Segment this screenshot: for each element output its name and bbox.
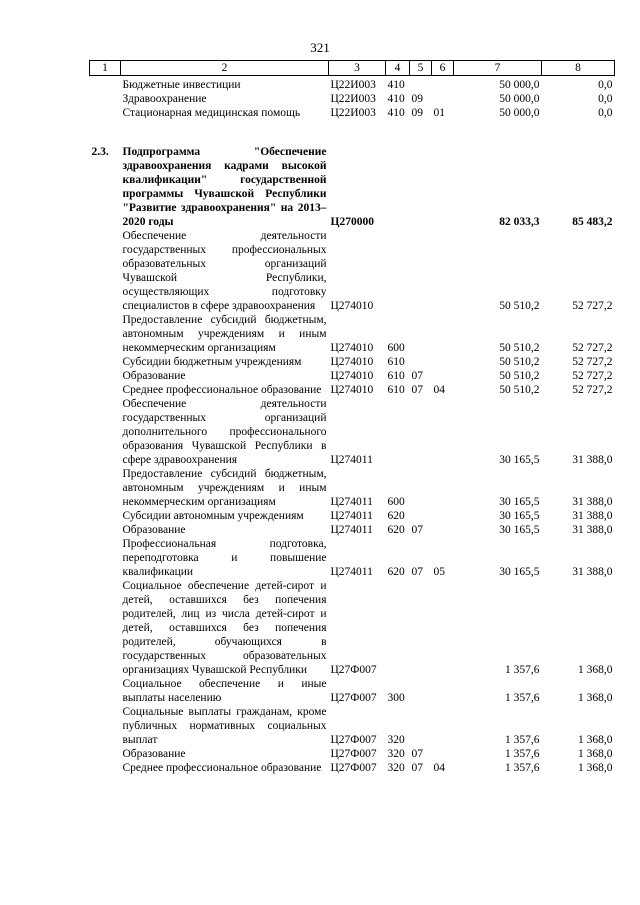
expense-type-code: 620: [387, 566, 405, 578]
row-number: [90, 92, 121, 106]
column-header: 1: [90, 61, 121, 76]
subsection-code: [432, 76, 454, 93]
expense-type-code: 410: [387, 107, 405, 119]
table-row: [90, 705, 615, 747]
amount-year-2: 31 388,0: [572, 510, 613, 522]
amount-year-1: 50 510,2: [499, 370, 540, 382]
row-number: [90, 467, 121, 509]
row-name: Среднее профессиональное образование: [122, 384, 322, 396]
section-code: 09: [411, 107, 423, 119]
row-name: Образование: [122, 370, 186, 382]
table-row: [90, 467, 615, 509]
table-row: [90, 313, 615, 355]
row-number: [90, 523, 121, 537]
section-code: [410, 355, 432, 369]
amount-year-1: 30 165,5: [499, 566, 540, 578]
amount-year-2: 0,0: [598, 107, 613, 119]
subsection-code: [432, 369, 454, 383]
row-name: Образование: [122, 524, 186, 536]
table-row: [90, 677, 615, 705]
subsection-code: 04: [433, 384, 445, 396]
budget-table: [89, 60, 615, 775]
row-name: Предоставление субсидий бюджетным, автономным учреждениям и иным некоммерческим организациям: [122, 314, 327, 354]
amount-year-2: 85 483,2: [572, 216, 613, 228]
expense-type-code: [386, 579, 410, 677]
amount-year-2: 31 388,0: [572, 496, 613, 508]
amount-year-2: 1 368,0: [578, 692, 613, 704]
section-code: [410, 313, 432, 355]
section-code: 07: [411, 566, 423, 578]
row-number: [90, 369, 121, 383]
section-code: 07: [411, 370, 423, 382]
target-article-code: Ц27Ф007: [330, 748, 377, 760]
amount-year-1: 30 165,5: [499, 510, 540, 522]
section-code: [410, 467, 432, 509]
amount-year-1: 30 165,5: [499, 454, 540, 466]
row-name: Субсидии бюджетным учреждениям: [122, 356, 302, 368]
table-row: [90, 92, 615, 106]
amount-year-1: 1 357,6: [505, 762, 540, 774]
subsection-code: [432, 229, 454, 313]
section-code: 09: [411, 93, 423, 105]
table-row: [90, 523, 615, 537]
target-article-code: Ц27Ф007: [330, 692, 377, 704]
target-article-code: Ц22И003: [330, 107, 376, 119]
row-number: 2.3.: [91, 146, 109, 158]
section-code: [410, 579, 432, 677]
target-article-code: Ц22И003: [330, 79, 376, 91]
table-body: [90, 76, 615, 776]
column-header: 3: [329, 61, 386, 76]
row-number: [90, 747, 121, 761]
column-header: 5: [410, 61, 432, 76]
amount-year-2: 52 727,2: [572, 370, 613, 382]
amount-year-2: 1 368,0: [578, 664, 613, 676]
row-number: [90, 579, 121, 677]
column-header: 7: [454, 61, 542, 76]
section-code: 07: [411, 762, 423, 774]
row-name: Предоставление субсидий бюджетным, автономным учреждениям и иным некоммерческим организациям: [122, 468, 327, 508]
column-header: 4: [386, 61, 410, 76]
target-article-code: Ц274010: [330, 356, 374, 368]
target-article-code: Ц274010: [330, 370, 374, 382]
expense-type-code: 300: [387, 692, 405, 704]
subsection-code: [432, 509, 454, 523]
amount-year-1: 1 357,6: [505, 692, 540, 704]
section-code: [410, 705, 432, 747]
subsection-code: [432, 705, 454, 747]
subsection-code: [432, 467, 454, 509]
row-number: [90, 76, 121, 93]
row-name: Подпрограмма "Обеспечение здравоохранения кадрами высокой квалификации" государственной программы Чувашской Республики "Развитие здравоохранения" на 2013–2020 годы: [122, 146, 327, 228]
row-number: [90, 397, 121, 467]
expense-type-code: 610: [387, 370, 405, 382]
amount-year-2: 52 727,2: [572, 356, 613, 368]
subsection-code: [432, 313, 454, 355]
row-number: [90, 677, 121, 705]
table-row: [90, 397, 615, 467]
amount-year-2: 1 368,0: [578, 762, 613, 774]
section-code: [410, 76, 432, 93]
expense-type-code: [386, 120, 410, 229]
amount-year-2: 52 727,2: [572, 384, 613, 396]
row-name: Бюджетные инвестиции: [122, 79, 241, 91]
target-article-code: Ц274010: [330, 342, 374, 354]
subsection-code: [432, 120, 454, 229]
section-code: [410, 677, 432, 705]
row-name: Социальное обеспечение детей-сирот и детей, оставшихся без попечения родителей, лиц из числа детей-сирот и детей, оставшихся без попечения родителей, обучающихся в государственных образовательных организациях Чувашской Республики: [122, 580, 327, 676]
target-article-code: Ц27Ф007: [330, 762, 377, 774]
expense-type-code: 610: [387, 384, 405, 396]
row-name: Социальные выплаты гражданам, кроме публичных нормативных социальных выплат: [122, 706, 327, 746]
amount-year-1: 50 000,0: [499, 93, 540, 105]
target-article-code: Ц274011: [330, 566, 373, 578]
target-article-code: Ц22И003: [330, 93, 376, 105]
table-row: [90, 747, 615, 761]
amount-year-1: 50 510,2: [499, 342, 540, 354]
row-name: Обеспечение деятельности государственных профессиональных образовательных организаций Чувашской Республики, осуществляющих подготовку специалистов в сфере здравоохранения: [122, 230, 327, 312]
table-row: [90, 106, 615, 120]
row-name: Стационарная медицинская помощь: [122, 107, 301, 119]
target-article-code: Ц27Ф007: [330, 734, 377, 746]
amount-year-1: 1 357,6: [505, 748, 540, 760]
row-number: [90, 509, 121, 523]
subsection-code: [432, 92, 454, 106]
amount-year-1: 82 033,3: [499, 216, 540, 228]
table-row: [90, 355, 615, 369]
amount-year-1: 50 510,2: [499, 384, 540, 396]
row-name: Субсидии автономным учреждениям: [122, 510, 304, 522]
row-number: [90, 537, 121, 579]
table-row: [90, 229, 615, 313]
subsection-code: [432, 397, 454, 467]
subsection-code: 01: [433, 107, 445, 119]
table-row: [90, 761, 615, 775]
amount-year-2: 1 368,0: [578, 734, 613, 746]
expense-type-code: 600: [387, 496, 405, 508]
amount-year-1: 1 357,6: [505, 734, 540, 746]
row-number: [90, 106, 121, 120]
target-article-code: Ц274011: [330, 496, 373, 508]
table-header: [90, 61, 615, 76]
row-name: Образование: [122, 748, 186, 760]
row-name: Здравоохранение: [122, 93, 207, 105]
row-number: [90, 705, 121, 747]
expense-type-code: 320: [387, 734, 405, 746]
section-code: 07: [411, 748, 423, 760]
target-article-code: Ц274011: [330, 510, 373, 522]
expense-type-code: 320: [387, 748, 405, 760]
expense-type-code: 410: [387, 93, 405, 105]
column-header: 6: [432, 61, 454, 76]
row-number: [90, 313, 121, 355]
amount-year-2: 31 388,0: [572, 524, 613, 536]
section-code: [410, 509, 432, 523]
row-number: [90, 761, 121, 775]
expense-type-code: [386, 229, 410, 313]
amount-year-1: 50 510,2: [499, 356, 540, 368]
amount-year-2: 1 368,0: [578, 748, 613, 760]
expense-type-code: 600: [387, 342, 405, 354]
amount-year-2: 0,0: [598, 79, 613, 91]
subsection-code: [432, 747, 454, 761]
target-article-code: Ц274010: [330, 300, 374, 312]
table-row: [90, 537, 615, 579]
column-header: 2: [121, 61, 329, 76]
subsection-code: [432, 355, 454, 369]
amount-year-1: 30 165,5: [499, 496, 540, 508]
table-row: [90, 369, 615, 383]
table-row: [90, 509, 615, 523]
amount-year-1: 50 000,0: [499, 107, 540, 119]
section-code: [410, 120, 432, 229]
amount-year-1: 1 357,6: [505, 664, 540, 676]
column-header: 8: [542, 61, 615, 76]
section-code: [410, 229, 432, 313]
row-name: Среднее профессиональное образование: [122, 762, 322, 774]
subsection-code: [432, 677, 454, 705]
page-number: 321: [310, 40, 330, 55]
amount-year-2: 52 727,2: [572, 342, 613, 354]
subsection-code: [432, 579, 454, 677]
expense-type-code: [386, 397, 410, 467]
subsection-code: 04: [433, 762, 445, 774]
table-row: [90, 579, 615, 677]
expense-type-code: 410: [387, 79, 405, 91]
subsection-code: [432, 523, 454, 537]
target-article-code: Ц274010: [330, 384, 374, 396]
amount-year-2: 52 727,2: [572, 300, 613, 312]
row-number: [90, 355, 121, 369]
section-code: 07: [411, 384, 423, 396]
amount-year-2: 0,0: [598, 93, 613, 105]
target-article-code: Ц27Ф007: [330, 664, 377, 676]
target-article-code: Ц270000: [330, 216, 374, 228]
target-article-code: Ц274011: [330, 524, 373, 536]
table-row: [90, 120, 615, 229]
row-name: Профессиональная подготовка, переподготовка и повышение квалификации: [122, 538, 327, 578]
expense-type-code: 320: [387, 762, 405, 774]
amount-year-1: 30 165,5: [499, 524, 540, 536]
subsection-code: 05: [433, 566, 445, 578]
section-code: 07: [411, 524, 423, 536]
amount-year-1: 50 510,2: [499, 300, 540, 312]
row-name: Социальное обеспечение и иные выплаты населению: [122, 678, 327, 704]
expense-type-code: 610: [387, 356, 405, 368]
table-row: [90, 76, 615, 93]
amount-year-2: 31 388,0: [572, 454, 613, 466]
section-code: [410, 397, 432, 467]
amount-year-2: 31 388,0: [572, 566, 613, 578]
expense-type-code: 620: [387, 510, 405, 522]
amount-year-1: 50 000,0: [499, 79, 540, 91]
expense-type-code: 620: [387, 524, 405, 536]
row-name: Обеспечение деятельности государственных организаций дополнительного профессионального образования Чувашской Республики в сфере здравоохранения: [122, 398, 327, 466]
target-article-code: Ц274011: [330, 454, 373, 466]
table-row: [90, 383, 615, 397]
row-number: [90, 229, 121, 313]
row-number: [90, 383, 121, 397]
